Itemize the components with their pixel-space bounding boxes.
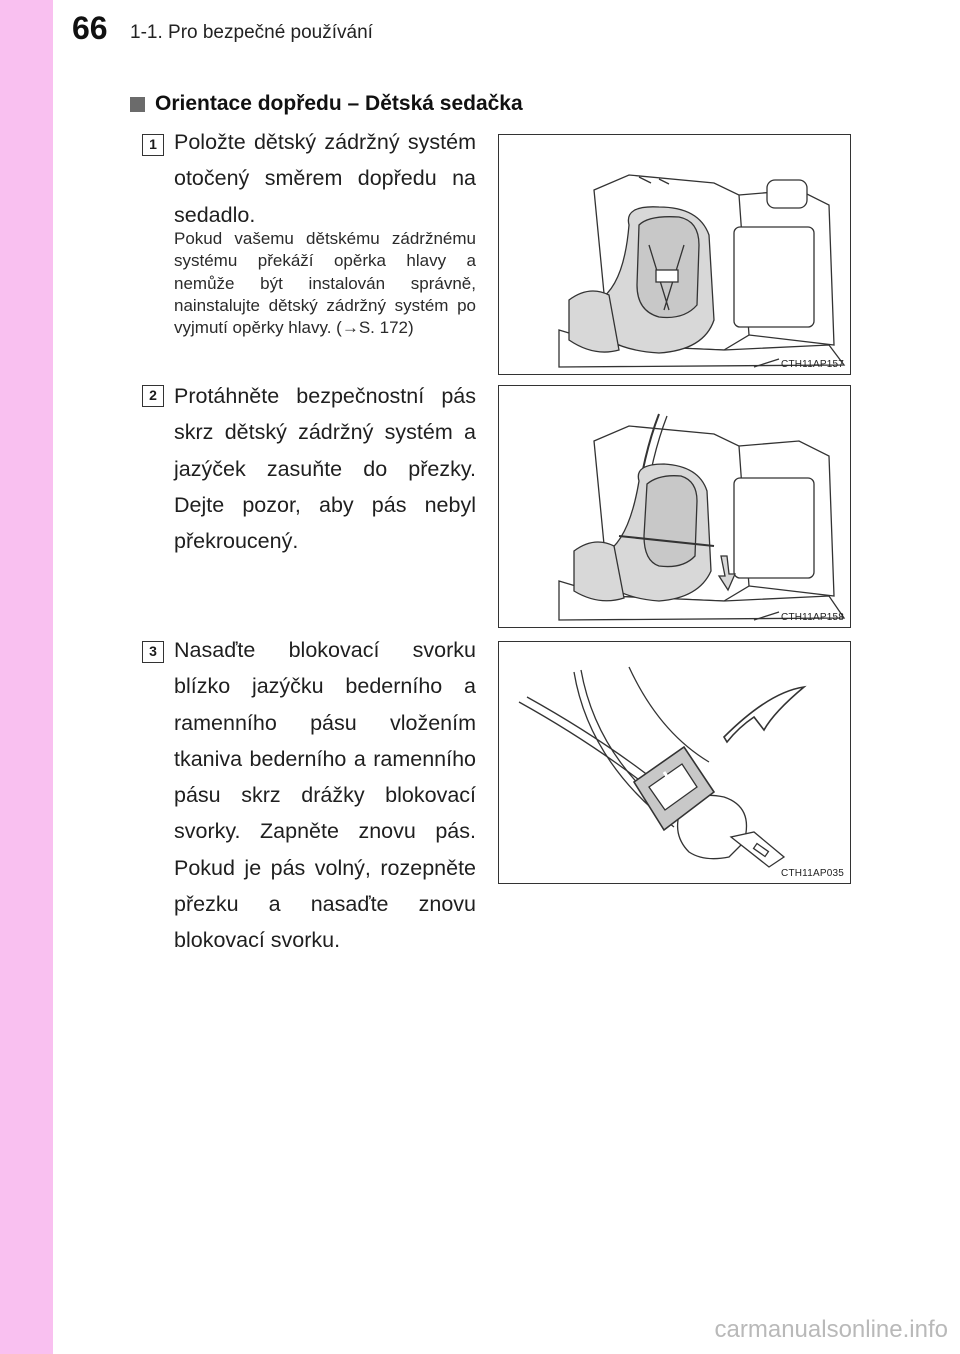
step-number-3: 3 (142, 641, 164, 663)
figure-2-belt-through-child-seat (498, 385, 851, 628)
step-text-3: Nasaďte blokovací svorku blízko jazýčku bederního a ramenního pásu vložením tkaniva bederního a ramenního pásu skrz drážky blokovací svorky. Zapněte znovu pás. Pokud je pás volný, rozepněte přezku a nasaďte znovu blokovací svorku. (174, 638, 476, 953)
chapter-side-strip (0, 0, 53, 1354)
section-heading-text: Orientace dopředu – Dětská sedačka (155, 92, 523, 115)
step-note-1: Pokud vašemu dětskému zádržnému systému překáží opěrka hlavy a nemůže být instalován správně, nainstalujte dětský zádržný systém po vyjmutí opěrky hlavy. (→S. 172) (174, 229, 476, 338)
figure-3-locking-clip (498, 641, 851, 884)
page-number: 66 (72, 10, 108, 46)
watermark: carmanualsonline.info (714, 1316, 948, 1343)
square-bullet-icon (130, 97, 145, 112)
step-number-2: 2 (142, 385, 164, 407)
child-seat-illustration-1 (499, 135, 849, 373)
chapter-title: 1-1. Pro bezpečné používání (130, 22, 373, 43)
step-text-2: Protáhněte bezpečnostní pás skrz dětský zádržný systém a jazýček zasuňte do přezky. Dejte pozor, aby pás nebyl překroucený. (174, 384, 476, 554)
locking-clip-illustration (499, 642, 849, 882)
figure-1-child-seat-on-rear-seat (498, 134, 851, 375)
figure-code-2: CTH11AP158 (781, 612, 844, 623)
figure-code-3: CTH11AP035 (781, 868, 844, 879)
section-heading (130, 92, 523, 116)
step-text-1: Položte dětský zádržný systém otočený směrem dopředu na sedadlo. (174, 130, 476, 227)
child-seat-illustration-2 (499, 386, 849, 626)
step-number-1: 1 (142, 134, 164, 156)
figure-code-1: CTH11AP157 (781, 359, 844, 370)
